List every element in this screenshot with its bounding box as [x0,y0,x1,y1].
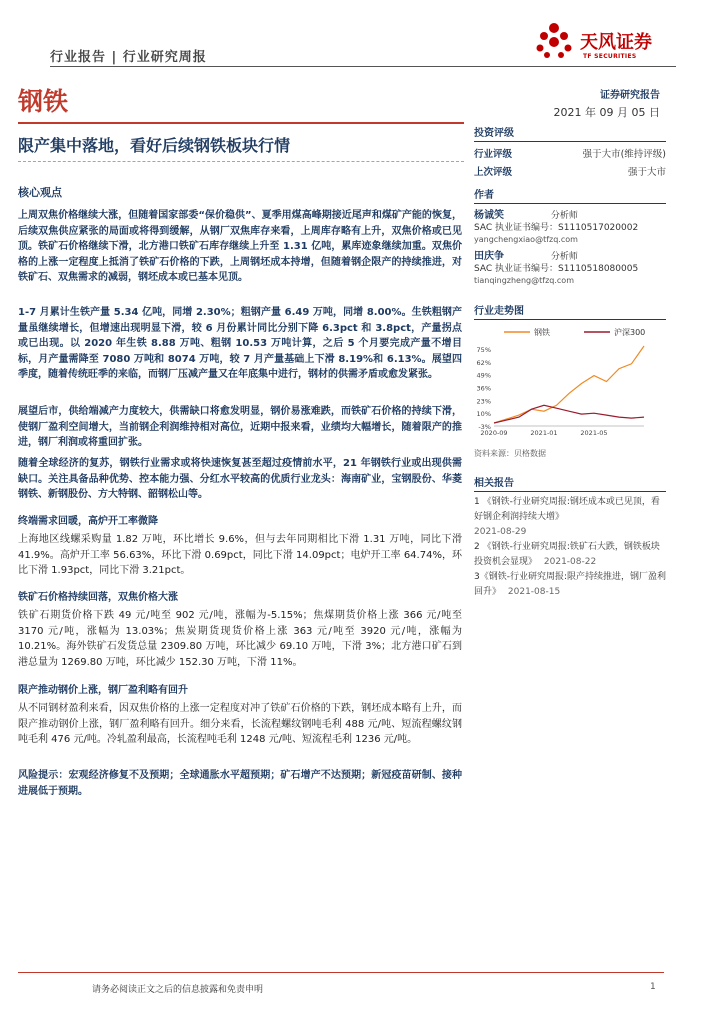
prev-rating-label: 上次评级 [474,167,513,178]
prev-rating-row [474,164,666,178]
footer-divider [18,972,664,973]
section-demand-title: 终端需求回暖，高炉开工率微降 [18,516,158,527]
paragraph-demand: 上海地区线螺采购量 1.82 万吨，环比增长 9.6%，但与去年同期相比下滑 1.31 万吨，同比下滑 41.9%。高炉开工率 56.63%，环比下滑 0.69pct，同比下滑 14.09pct；电炉开工率 64.74%，环比下滑 1.93pct，同比下滑 3.21pct。 [18,534,462,577]
trend-title: 行业走势图 [474,302,666,320]
related-block [474,474,666,600]
author-email[interactable]: yangchengxiao@tfzq.com [474,235,578,244]
core-view-title: 核心观点 [18,186,62,199]
paragraph-outlook: 展望后市，供给端减产力度较大，供需缺口将愈发明显，钢价易涨难跌，而铁矿石价格的持续下滑，使钢厂盈利空间增大，当前钢企利润维持相对高位，近期中报来看，业绩均大幅增长，随着限产的推进，钢厂利润或将重回扩张。 [18,406,462,449]
page-number: 1 [650,982,656,992]
author-cert: SAC 执业证书编号：S1110518080005 [474,264,639,274]
related-report-title[interactable]: 2 《钢铁-行业研究周报:铁矿石大跌，钢铁板块投资机会显现》 [474,542,660,567]
author-email[interactable]: tianqingzheng@tfzq.com [474,276,574,285]
author-name: 田庆争 [474,251,504,262]
legend-label-steel: 钢铁 [534,328,550,337]
paragraph-profit: 从不同钢材盈利来看，因双焦价格的上涨一定程度对冲了铁矿石价格的下跌，钢坯成本略有上升，而限产推动钢价上涨，钢厂盈利略有回升。细分来看，长流程螺纹钢吨毛利 488 元/吨、短流程螺纹钢吨毛利 476 元/吨。冷轧盈利最高，长流程吨毛利 1248 元/吨、短流程毛利 1236 元/吨。 [18,703,462,746]
y-tick-label: -3% [478,423,491,431]
report-date: 2021 年 09 月 05 日 [553,106,660,119]
rating-block [474,124,666,178]
author-role: 分析师 [550,252,578,262]
prev-rating-value: 强于大市 [627,167,666,178]
chart-source: 资料来源：贝格数据 [474,449,546,458]
author-block [474,186,666,287]
related-report-date: 2021-08-15 [507,587,561,597]
related-report-title[interactable]: 1 《钢铁-行业研究周报:钢坯成本或已见顶，看好钢企利润持续大增》 [474,497,660,522]
paragraph-price: 铁矿石期货价格下跌 49 元/吨至 902 元/吨，涨幅为-5.15%；焦煤期货价格上涨 366 元/吨至 3170 元/吨，涨幅为 13.03%；焦炭期货现货价格上涨 363 元/吨至 3920 元/吨，涨幅为 10.21%。海外铁矿石发货总量 2309.80 万吨，环比减少 69.10 万吨，下滑 3%；北方港口矿石到港总量为 1269.80 万吨，环比减少 152.30 万吨，下滑 11%。 [18,610,462,668]
paragraph-recommendation: 随着全球经济的复苏，钢铁行业需求或将快速恢复甚至超过疫情前水平，21 年钢铁行业或出现供需缺口。关注具备品种优势、控本能力强、分红水平较高的优质行业龙头：海南矿业，宝钢股份、华菱钢铁、新钢股份、方大特钢、韶钢松山等。 [18,458,462,501]
paragraph-output: 1-7 月累计生铁产量 5.34 亿吨，同增 2.30%；粗钢产量 6.49 万吨，同增 8.00%。生铁粗钢产量虽继续增长，但增速出现明显下滑，较 6 月份累计同比分别下降 6.3pct 和 3.8pct，产量拐点或已出现。以 2020 年生铁 8.88 万吨、粗钢 10.53 万吨计算，之后 5 个月要完成产量不增目标，月产量需降至 7080 万吨和 8074 万吨，较 7 月产量基础上下滑 8.19%和 6.13%。展望四季度，随着传统旺季的来临，而钢厂压减产量又在年底集中进行，钢材的供需矛盾或愈发紧张。 [18,307,462,381]
related-report[interactable] [474,495,666,540]
industry-rating-row [474,146,666,160]
related-report-date: 2021-08-22 [543,557,597,567]
y-tick-label: 36% [476,384,491,393]
risk-warning: 风险提示：宏观经济修复不及预期；全球通胀水平超预期；矿石增产不达预期；新冠疫苗研制、接种进展低于预期。 [18,770,462,797]
author-role: 分析师 [550,211,578,221]
y-tick-label: 75% [476,345,491,354]
related-report[interactable] [474,570,666,600]
report-headline: 限产集中落地，看好后续钢铁板块行情 [18,136,291,155]
paragraph-coke-ore: 上周双焦价格继续大涨，但随着国家部委“保价稳供”、夏季用煤高峰期接近尾声和煤矿产能的恢复，后续双焦供应紧张的局面或将得到缓解，从钢厂双焦库存来看，上周库存略有上升，双焦价格或已见顶。铁矿石价格继续下滑，北方港口铁矿石库存继续上升至 1.31 亿吨，累库迹象继续加重。双焦价格的上涨一定程度上抵消了铁矿石价格的下跌，上周钢坯成本持增，但随着钢企限产的持续推进，对铁矿石、双焦需求的减弱，钢坯成本或已基本见顶。 [18,210,462,284]
related-report[interactable] [474,540,666,570]
industry-rating-value: 强于大市(维持评级) [582,149,666,160]
company-logo-icon [532,20,576,64]
x-tick-label: 2020-09 [480,429,508,437]
author-cert: SAC 执业证书编号：S1110517020002 [474,223,639,233]
footer-disclaimer: 请务必阅读正文之后的信息披露和免责申明 [92,985,264,995]
logo-text-en: TF SECURITIES [583,53,637,60]
industry-trend-chart [474,318,666,444]
related-report-title[interactable]: 3《钢铁-行业研究周报:限产持续推进，钢厂盈利回升》 [474,572,667,597]
author-card [474,251,666,287]
author-card [474,210,666,246]
author-name: 杨诚笑 [474,210,504,221]
author-title: 作者 [474,186,666,204]
y-tick-label: 10% [476,410,491,419]
title-divider [18,122,464,124]
report-type: 证券研究报告 [600,90,660,101]
report-category: 行业报告 | 行业研究周报 [50,50,207,65]
related-report-date: 2021-08-29 [474,527,527,537]
y-tick-label: 62% [476,358,491,367]
y-tick-label: 23% [476,397,491,406]
headline-divider [18,161,464,162]
x-tick-label: 2021-01 [530,429,558,437]
industry-rating-label: 行业评级 [474,149,513,160]
x-tick-label: 2021-05 [580,429,608,437]
series-line-hs300 [494,405,644,423]
section-profit-title: 限产推动钢价上涨，钢厂盈利略有回升 [18,685,188,696]
header-divider [50,66,676,67]
sector-title: 钢铁 [18,87,69,116]
legend-label-hs300: 沪深300 [614,328,646,337]
rating-title: 投资评级 [474,124,666,142]
related-title: 相关报告 [474,474,666,492]
y-tick-label: 49% [476,371,491,380]
logo-text-cn: 天风证券 [580,32,652,53]
section-price-title: 铁矿石价格持续回落，双焦价格大涨 [18,592,178,603]
